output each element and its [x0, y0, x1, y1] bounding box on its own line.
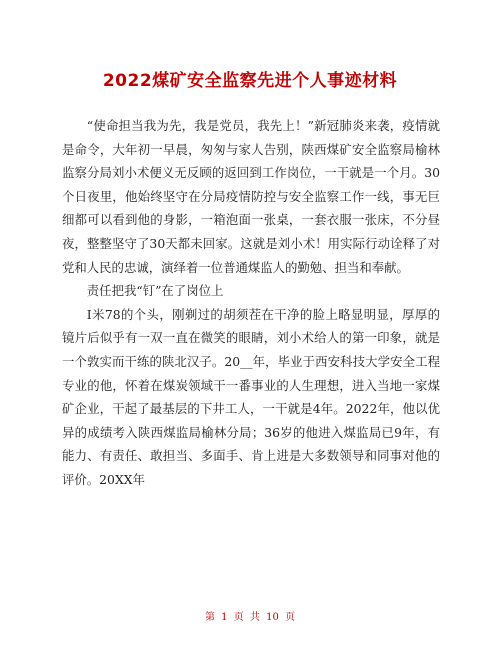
body-paragraph: “使命担当我为先，我是党员，我先上！”新冠肺炎来袭，疫情就是命令，大年初一早晨，匆匆与家人告别，陕西煤矿安全监察局榆林监察分局刘小术便义无反顾的返回到工作岗位，一干就是一个月。30个日夜里，他始终坚守在分局疫情防控与安全监察工作一线，事无巨细都可以看到他的身影，一箱泡面一张桌，一套衣服一张床，不分昼夜，整整坚守了30天都未回家。这就是刘小术！用实际行动诠释了对党和人民的忠诚，演绎着一位普通煤监人的勤勉、担当和奉献。 — [62, 118, 440, 275]
document-body — [62, 114, 440, 492]
section-heading: 责任把我“钉”在了岗位上 — [86, 283, 224, 299]
body-paragraph: I米78的个头，刚剃过的胡须茬在干净的脸上略显明显，厚厚的镜片后似乎有一双一直在微笑的眼睛，刘小术给人的第一印象，就是一个敦实而干练的陕北汉子。20__年，毕业于西安科技大学安全工程专业的他，怀着在煤炭领域干一番事业的人生理想，进入当地一家煤矿企业，干起了最基层的下井工人，一干就是4年。2022年，他以优异的成绩考入陕西煤监局榆林分局；36岁的他进入煤监局已9年，有能力、有责任、敢担当、多面手、肯上进是大多数领导和同事对他的评价。20XX年 — [62, 306, 440, 487]
document-title: 2022煤矿安全监察先进个人事迹材料 — [102, 71, 398, 91]
page-number: 第 1 页 共 10 页 — [205, 612, 295, 623]
